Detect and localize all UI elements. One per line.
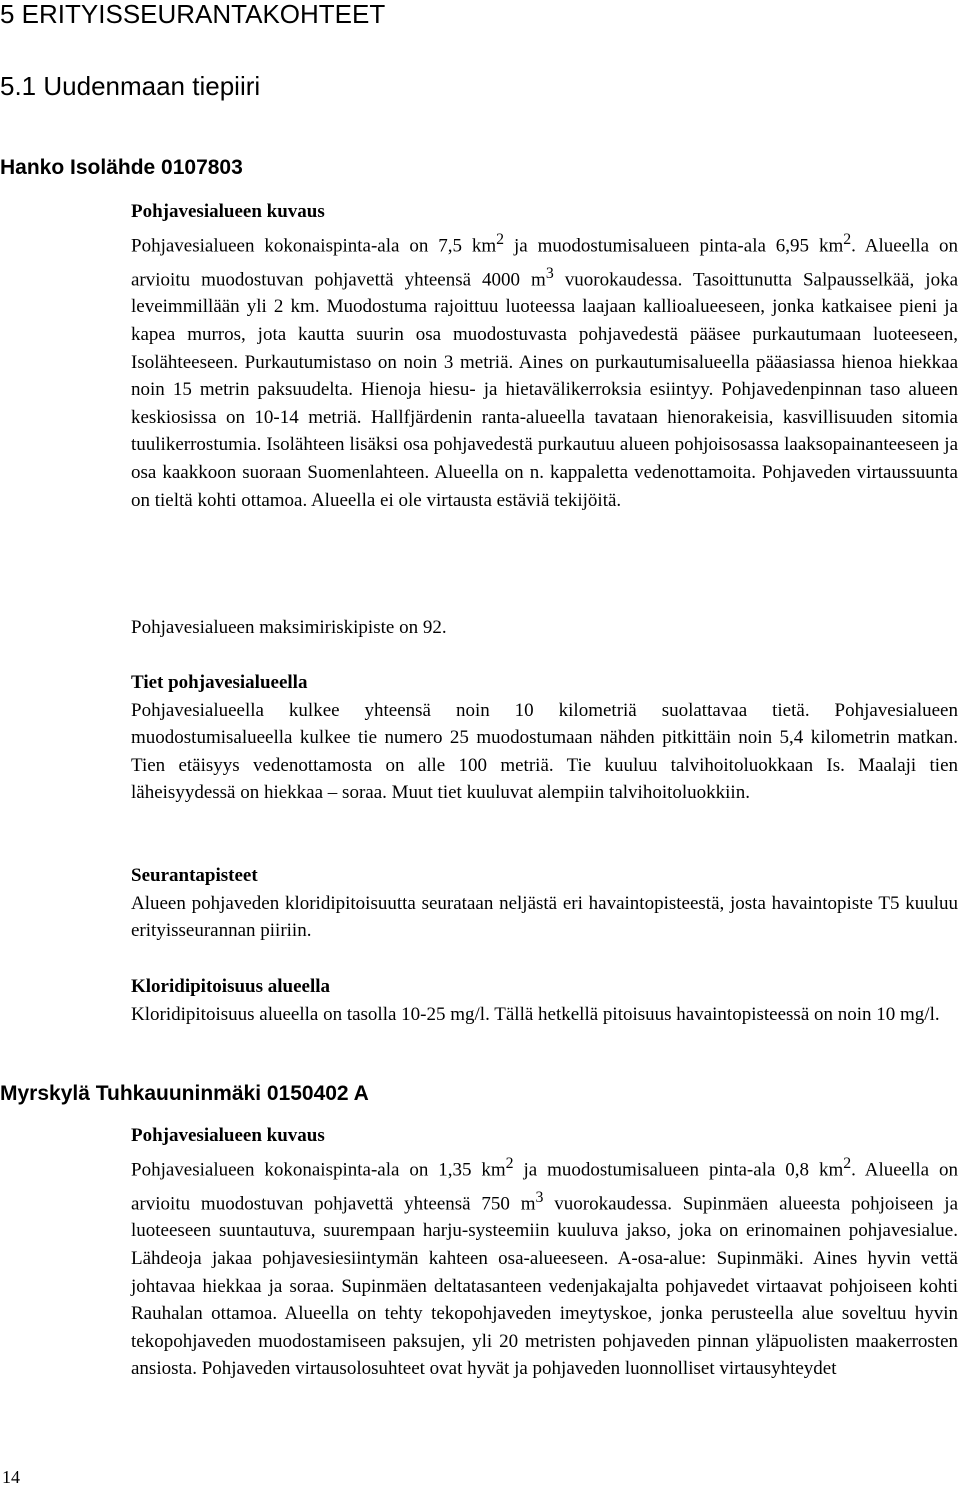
myrskyla-kuvaus-title: Pohjavesialueen kuvaus	[131, 1125, 325, 1146]
hanko-kuvaus-part1: Pohjavesialueen kokonaispinta-ala on 7,5 km	[131, 234, 497, 256]
hanko-tiet-text: Pohjavesialueella kulkee yhteensä noin 10 kilometriä suolattavaa tietä. Pohjavesialueen muodostumisalueella kulkee tie numero 25 muodostumaan nähden pitkittäin noin 5,4 kilometrin matkan. Tien etäisyys vedenottamosta on alle 100 metriä. Tie kuuluu talvihoitoluokkaan Is. Maalaji tien läheisyydessä on hiekkaa – soraa. Muut tiet kuuluvat alempiin talvihoitoluokkiin.	[131, 699, 958, 804]
hanko-seuranta-title: Seurantapisteet	[131, 865, 258, 886]
myrskyla-kuvaus-part4: vuorokaudessa. Supinmäen alueesta pohjoiseen ja luoteeseen suuntautuva, suurempaan harju-systeemiin kuuluva jakso, joka on erinomainen pohjavesialue. Lähdeoja jakaa pohjavesiesiintymän kahteen osa-alueeseen. A-osa-alue: Supinmäki. Aines hyvin vettä johtavaa hiekkaa ja soraa. Supinmäen deltatasanteen vedenjakajalta pohjavedet virtaavat pohjoiseen kohti Rauhalan ottamoa. Alueella on tehty tekopohjaveden imeytyskoe, jonka perusteella alue soveltuu hyvin tekopohjaveden muodostamiseen paksujen, yli 20 metristen pohjaveden pinnan yläpuolisten maakerrosten ansiosta. Pohjaveden virtausolosuhteet ovat hyvät ja pohjaveden luonnolliset virtausyhteydet	[131, 1192, 959, 1380]
site-heading-hanko: Hanko Isolähde 0107803	[0, 156, 243, 179]
hanko-seuranta-text: Alueen pohjaveden kloridipitoisuutta seurataan neljästä eri havaintopisteestä, josta havaintopiste T5 kuuluu erityisseurannan piiriin.	[131, 892, 958, 942]
hanko-tiet-section	[131, 669, 958, 807]
hanko-kuvaus-part4: vuorokaudessa. Tasoittunutta Salpausselkää, joka leveimmillään yli 2 km. Muodostuma rajoittuu luoteessa laajaan kallioalueeseen, jonka katkaisee pieni ja kapea murros, jota kautta suurin osa muodostuvasta pohjavedestä pääsee purkautumaan luoteeseen, Isolähteeseen. Purkautumistaso on noin 3 metriä. Aines on purkautumisalueella pääasiassa hienoa hiekkaa noin 15 metrin paksuudelta. Hienoja hiesu- ja hietavälikerroksia esiintyy. Pohjavedenpinnan taso alueen keskiosissa on 10-14 metriä. Hallfjärdenin ranta-alueella tavataan hienorakeisia, kasvillisuuden sitomia tuulikerrostumia. Isolähteen lisäksi osa pohjavedestä purkautuu alueen pohjoisosassa laaksopainanteeseen ja osa kaakkoon suoraan Suomenlahteen. Alueella on n. kappaletta vedenottamoita. Pohjaveden virtaussuunta on tieltä kohti ottamoa. Alueella ei ole virtausta estäviä tekijöitä.	[131, 268, 959, 511]
hanko-kuvaus-sup3: 3	[545, 264, 554, 282]
hanko-kuvaus-sup1: 2	[496, 230, 505, 248]
hanko-kuvaus-section	[131, 198, 958, 514]
myrskyla-kuvaus-sup3: 3	[535, 1188, 544, 1206]
chapter-heading: 5 ERITYISSEURANTAKOHTEET	[0, 0, 386, 29]
hanko-tiet-title: Tiet pohjavesialueella	[131, 672, 308, 693]
section-heading: 5.1 Uudenmaan tiepiiri	[0, 71, 261, 101]
hanko-kuvaus-title: Pohjavesialueen kuvaus	[131, 201, 325, 222]
hanko-kuvaus-sup2: 2	[843, 230, 852, 248]
hanko-kuvaus-part2: ja muodostumisalueen pinta-ala 6,95 km	[504, 234, 844, 256]
hanko-kloridi-text: Kloridipitoisuus alueella on tasolla 10-25 mg/l. Tällä hetkellä pitoisuus havaintopisteessä on noin 10 mg/l.	[131, 1003, 940, 1025]
site-heading-myrskyla: Myrskylä Tuhkauuninmäki 0150402 A	[0, 1082, 369, 1105]
hanko-kloridi-section	[131, 973, 958, 1028]
myrskyla-kuvaus-part1: Pohjavesialueen kokonaispinta-ala on 1,35 km	[131, 1158, 506, 1180]
hanko-kloridi-title: Kloridipitoisuus alueella	[131, 976, 331, 997]
hanko-seuranta-section	[131, 862, 958, 945]
hanko-kuvaus-text	[131, 226, 958, 515]
page-number: 14	[2, 1467, 20, 1487]
myrskyla-kuvaus-section	[131, 1122, 958, 1383]
hanko-maksimi-text: Pohjavesialueen maksimiriskipiste on 92.	[131, 617, 447, 638]
myrskyla-kuvaus-part3: . Alueella on arvioitu muodostuvan pohjavettä yhteensä 750 m	[131, 1158, 959, 1214]
myrskyla-kuvaus-part2: ja muodostumisalueen pinta-ala 0,8 km	[513, 1158, 844, 1180]
myrskyla-kuvaus-sup1: 2	[505, 1154, 514, 1172]
myrskyla-kuvaus-sup2: 2	[843, 1154, 852, 1172]
hanko-maksimi-section	[131, 614, 958, 642]
hanko-kuvaus-part3: . Alueella on arvioitu muodostuvan pohjavettä yhteensä 4000 m	[131, 234, 959, 290]
myrskyla-kuvaus-text	[131, 1150, 958, 1383]
